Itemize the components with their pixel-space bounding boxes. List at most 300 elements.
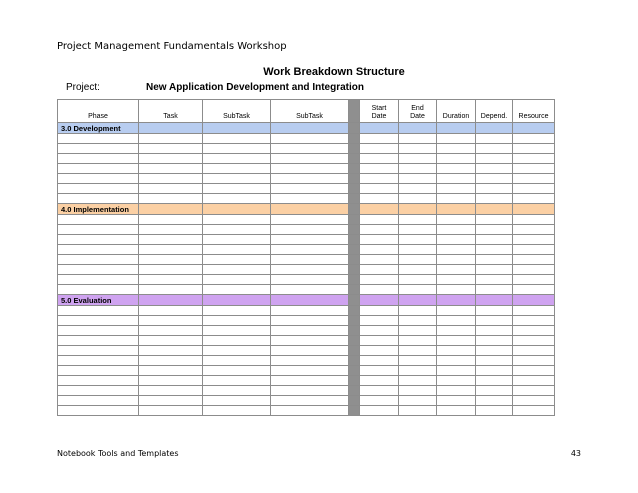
table-cell: [360, 265, 399, 275]
table-cell: [360, 154, 399, 164]
table-cell: [360, 316, 399, 326]
table-cell: [476, 406, 513, 416]
phase-cell: [58, 255, 139, 265]
table-cell: [139, 265, 203, 275]
table-cell: [360, 396, 399, 406]
phase-cell: [58, 235, 139, 245]
column-separator: [349, 184, 360, 194]
phase-cell: [58, 285, 139, 295]
table-cell: [399, 235, 437, 245]
table-cell: [360, 235, 399, 245]
table-cell: [437, 356, 476, 366]
table-cell: [476, 174, 513, 184]
table-cell: [513, 356, 555, 366]
table-cell: [360, 123, 399, 134]
table-cell: [513, 346, 555, 356]
table-cell: [476, 356, 513, 366]
table-row: [58, 386, 555, 396]
table-cell: [437, 255, 476, 265]
table-cell: [271, 316, 349, 326]
column-separator: [349, 326, 360, 336]
table-cell: [203, 275, 271, 285]
column-separator: [349, 154, 360, 164]
column-header-resource: Resource: [513, 100, 555, 123]
table-cell: [271, 174, 349, 184]
column-separator: [349, 386, 360, 396]
table-cell: [271, 376, 349, 386]
table-cell: [203, 265, 271, 275]
table-cell: [437, 265, 476, 275]
table-cell: [139, 366, 203, 376]
table-row: [58, 255, 555, 265]
table-cell: [139, 144, 203, 154]
column-header-depend: Depend.: [476, 100, 513, 123]
table-cell: [360, 204, 399, 215]
table-cell: [513, 255, 555, 265]
column-header-subtask-1: SubTask: [203, 100, 271, 123]
table-cell: [203, 386, 271, 396]
table-cell: [437, 144, 476, 154]
table-cell: [203, 326, 271, 336]
table-row: [58, 215, 555, 225]
phase-cell: [58, 376, 139, 386]
table-row: [58, 164, 555, 174]
table-cell: [437, 376, 476, 386]
table-row: [58, 144, 555, 154]
table-cell: [476, 215, 513, 225]
table-cell: [271, 306, 349, 316]
table-cell: [203, 154, 271, 164]
table-cell: [399, 245, 437, 255]
table-cell: [476, 255, 513, 265]
table-cell: [399, 215, 437, 225]
table-cell: [399, 134, 437, 144]
end-date-line-2: Date: [410, 113, 425, 120]
table-cell: [360, 144, 399, 154]
start-date-line-1: Start: [371, 105, 387, 112]
table-cell: [513, 376, 555, 386]
table-cell: [476, 204, 513, 215]
table-cell: [437, 215, 476, 225]
table-cell: [513, 386, 555, 396]
table-cell: [203, 316, 271, 326]
table-cell: [437, 326, 476, 336]
table-cell: [139, 326, 203, 336]
column-separator: [349, 356, 360, 366]
table-cell: [203, 174, 271, 184]
phase-cell: [58, 316, 139, 326]
table-cell: [203, 366, 271, 376]
table-cell: [271, 255, 349, 265]
table-cell: [476, 184, 513, 194]
table-cell: [437, 295, 476, 306]
table-cell: [139, 336, 203, 346]
table-cell: [399, 204, 437, 215]
table-cell: [203, 144, 271, 154]
table-cell: [139, 134, 203, 144]
table-cell: [437, 336, 476, 346]
table-cell: [513, 235, 555, 245]
phase-cell: [58, 366, 139, 376]
table-cell: [271, 225, 349, 235]
table-cell: [139, 194, 203, 204]
table-cell: [203, 204, 271, 215]
column-separator: [349, 215, 360, 225]
table-cell: [360, 275, 399, 285]
table-row: [58, 134, 555, 144]
phase-cell: [58, 356, 139, 366]
table-cell: [513, 245, 555, 255]
table-cell: [476, 396, 513, 406]
table-cell: [203, 376, 271, 386]
column-separator: [349, 376, 360, 386]
table-row: [58, 265, 555, 275]
table-cell: [203, 123, 271, 134]
phase-row: [58, 295, 555, 306]
table-cell: [476, 386, 513, 396]
wbs-table: [57, 99, 555, 416]
table-cell: [476, 164, 513, 174]
column-separator: [349, 336, 360, 346]
table-cell: [360, 356, 399, 366]
table-cell: [476, 134, 513, 144]
table-cell: [513, 295, 555, 306]
table-cell: [437, 225, 476, 235]
table-cell: [139, 255, 203, 265]
table-row: [58, 184, 555, 194]
table-cell: [271, 245, 349, 255]
table-cell: [360, 134, 399, 144]
table-cell: [271, 386, 349, 396]
column-header-subtask-2: SubTask: [271, 100, 349, 123]
table-cell: [139, 406, 203, 416]
table-cell: [139, 174, 203, 184]
table-cell: [437, 194, 476, 204]
wbs-table-body: [58, 123, 555, 416]
table-cell: [271, 336, 349, 346]
table-cell: [271, 356, 349, 366]
column-separator: [349, 295, 360, 306]
table-cell: [513, 366, 555, 376]
table-cell: [437, 154, 476, 164]
table-cell: [271, 164, 349, 174]
table-cell: [437, 275, 476, 285]
table-cell: [360, 184, 399, 194]
table-cell: [139, 396, 203, 406]
table-cell: [139, 225, 203, 235]
table-cell: [476, 245, 513, 255]
table-cell: [139, 356, 203, 366]
table-row: [58, 174, 555, 184]
phase-row: [58, 123, 555, 134]
table-cell: [399, 285, 437, 295]
table-cell: [203, 406, 271, 416]
phase-name: 3.0 Development: [58, 123, 139, 134]
table-row: [58, 275, 555, 285]
table-cell: [399, 123, 437, 134]
table-cell: [476, 194, 513, 204]
table-cell: [271, 295, 349, 306]
table-cell: [360, 255, 399, 265]
table-cell: [360, 225, 399, 235]
table-cell: [203, 306, 271, 316]
table-cell: [139, 316, 203, 326]
table-cell: [203, 235, 271, 245]
table-cell: [437, 285, 476, 295]
table-cell: [399, 376, 437, 386]
table-cell: [271, 285, 349, 295]
table-cell: [399, 306, 437, 316]
table-cell: [476, 144, 513, 154]
phase-cell: [58, 215, 139, 225]
phase-cell: [58, 134, 139, 144]
table-cell: [271, 265, 349, 275]
table-cell: [203, 295, 271, 306]
table-cell: [399, 336, 437, 346]
table-cell: [399, 406, 437, 416]
table-cell: [139, 235, 203, 245]
table-cell: [399, 275, 437, 285]
column-separator: [349, 396, 360, 406]
table-cell: [271, 275, 349, 285]
column-separator: [349, 346, 360, 356]
table-cell: [513, 326, 555, 336]
table-cell: [513, 285, 555, 295]
table-cell: [437, 396, 476, 406]
start-date-line-2: Date: [371, 113, 387, 120]
table-cell: [399, 255, 437, 265]
phase-cell: [58, 245, 139, 255]
table-cell: [476, 346, 513, 356]
phase-row: [58, 204, 555, 215]
table-cell: [399, 164, 437, 174]
table-row: [58, 366, 555, 376]
table-cell: [513, 306, 555, 316]
column-separator: [349, 164, 360, 174]
table-cell: [203, 396, 271, 406]
page-number: 43: [570, 449, 581, 458]
column-separator: [349, 123, 360, 134]
column-separator: [349, 100, 360, 123]
table-cell: [360, 326, 399, 336]
table-cell: [437, 386, 476, 396]
phase-cell: [58, 164, 139, 174]
phase-cell: [58, 225, 139, 235]
phase-name: 5.0 Evaluation: [58, 295, 139, 306]
table-cell: [271, 406, 349, 416]
table-cell: [437, 123, 476, 134]
table-cell: [399, 265, 437, 275]
table-cell: [203, 134, 271, 144]
table-cell: [437, 204, 476, 215]
table-cell: [513, 174, 555, 184]
phase-cell: [58, 265, 139, 275]
table-cell: [360, 164, 399, 174]
table-cell: [271, 396, 349, 406]
column-separator: [349, 255, 360, 265]
table-cell: [139, 285, 203, 295]
phase-cell: [58, 275, 139, 285]
table-cell: [139, 306, 203, 316]
table-cell: [271, 184, 349, 194]
table-cell: [360, 346, 399, 356]
phase-cell: [58, 326, 139, 336]
table-cell: [271, 123, 349, 134]
table-cell: [437, 184, 476, 194]
table-cell: [399, 184, 437, 194]
table-cell: [513, 164, 555, 174]
phase-cell: [58, 406, 139, 416]
table-cell: [360, 366, 399, 376]
table-cell: [139, 346, 203, 356]
table-cell: [360, 174, 399, 184]
footer-left: Notebook Tools and Templates: [57, 449, 179, 458]
column-separator: [349, 406, 360, 416]
table-cell: [360, 336, 399, 346]
column-separator: [349, 225, 360, 235]
table-cell: [203, 255, 271, 265]
phase-cell: [58, 144, 139, 154]
document-title: Work Breakdown Structure: [263, 66, 405, 78]
table-cell: [360, 376, 399, 386]
phase-cell: [58, 336, 139, 346]
table-cell: [139, 275, 203, 285]
table-row: [58, 235, 555, 245]
column-separator: [349, 275, 360, 285]
phase-cell: [58, 184, 139, 194]
table-cell: [513, 406, 555, 416]
table-cell: [399, 396, 437, 406]
table-cell: [513, 134, 555, 144]
table-cell: [437, 306, 476, 316]
table-cell: [437, 235, 476, 245]
table-cell: [271, 346, 349, 356]
phase-cell: [58, 154, 139, 164]
table-row: [58, 346, 555, 356]
table-cell: [203, 356, 271, 366]
table-cell: [399, 326, 437, 336]
column-separator: [349, 245, 360, 255]
table-cell: [139, 154, 203, 164]
table-cell: [203, 215, 271, 225]
table-cell: [139, 184, 203, 194]
table-cell: [203, 184, 271, 194]
table-cell: [271, 235, 349, 245]
table-cell: [139, 123, 203, 134]
table-row: [58, 316, 555, 326]
table-cell: [139, 215, 203, 225]
column-separator: [349, 316, 360, 326]
table-cell: [476, 225, 513, 235]
table-cell: [513, 204, 555, 215]
table-row: [58, 285, 555, 295]
table-cell: [360, 406, 399, 416]
table-cell: [476, 376, 513, 386]
table-cell: [271, 326, 349, 336]
table-cell: [476, 366, 513, 376]
table-cell: [476, 235, 513, 245]
column-separator: [349, 174, 360, 184]
table-row: [58, 376, 555, 386]
table-cell: [513, 265, 555, 275]
table-cell: [513, 316, 555, 326]
table-cell: [271, 194, 349, 204]
column-separator: [349, 366, 360, 376]
phase-cell: [58, 306, 139, 316]
column-separator: [349, 265, 360, 275]
table-cell: [399, 174, 437, 184]
table-cell: [399, 225, 437, 235]
table-cell: [139, 204, 203, 215]
table-cell: [399, 295, 437, 306]
table-cell: [513, 225, 555, 235]
table-row: [58, 406, 555, 416]
phase-cell: [58, 194, 139, 204]
column-separator: [349, 235, 360, 245]
table-cell: [476, 265, 513, 275]
table-row: [58, 306, 555, 316]
table-row: [58, 356, 555, 366]
table-cell: [203, 194, 271, 204]
table-cell: [476, 336, 513, 346]
column-separator: [349, 285, 360, 295]
table-row: [58, 194, 555, 204]
table-cell: [360, 295, 399, 306]
column-header-duration: Duration: [437, 100, 476, 123]
column-separator: [349, 144, 360, 154]
table-cell: [203, 285, 271, 295]
table-cell: [399, 356, 437, 366]
table-row: [58, 396, 555, 406]
table-cell: [271, 134, 349, 144]
table-cell: [399, 366, 437, 376]
table-cell: [139, 295, 203, 306]
column-header-phase: Phase: [58, 100, 139, 123]
table-cell: [271, 204, 349, 215]
table-cell: [513, 123, 555, 134]
table-cell: [513, 184, 555, 194]
table-cell: [271, 144, 349, 154]
table-cell: [476, 316, 513, 326]
table-cell: [513, 396, 555, 406]
project-label: Project:: [66, 82, 100, 93]
table-cell: [513, 144, 555, 154]
phase-name: 4.0 Implementation: [58, 204, 139, 215]
table-cell: [437, 245, 476, 255]
table-cell: [360, 386, 399, 396]
table-cell: [203, 336, 271, 346]
table-cell: [360, 306, 399, 316]
table-cell: [203, 245, 271, 255]
table-cell: [360, 245, 399, 255]
table-row: [58, 336, 555, 346]
table-cell: [476, 285, 513, 295]
table-cell: [437, 366, 476, 376]
table-cell: [203, 225, 271, 235]
table-cell: [437, 406, 476, 416]
table-cell: [437, 134, 476, 144]
table-cell: [437, 346, 476, 356]
table-cell: [360, 215, 399, 225]
table-cell: [203, 346, 271, 356]
table-cell: [437, 174, 476, 184]
column-header-task: Task: [139, 100, 203, 123]
table-cell: [437, 164, 476, 174]
table-cell: [437, 316, 476, 326]
table-cell: [139, 386, 203, 396]
table-cell: [399, 386, 437, 396]
column-separator: [349, 306, 360, 316]
